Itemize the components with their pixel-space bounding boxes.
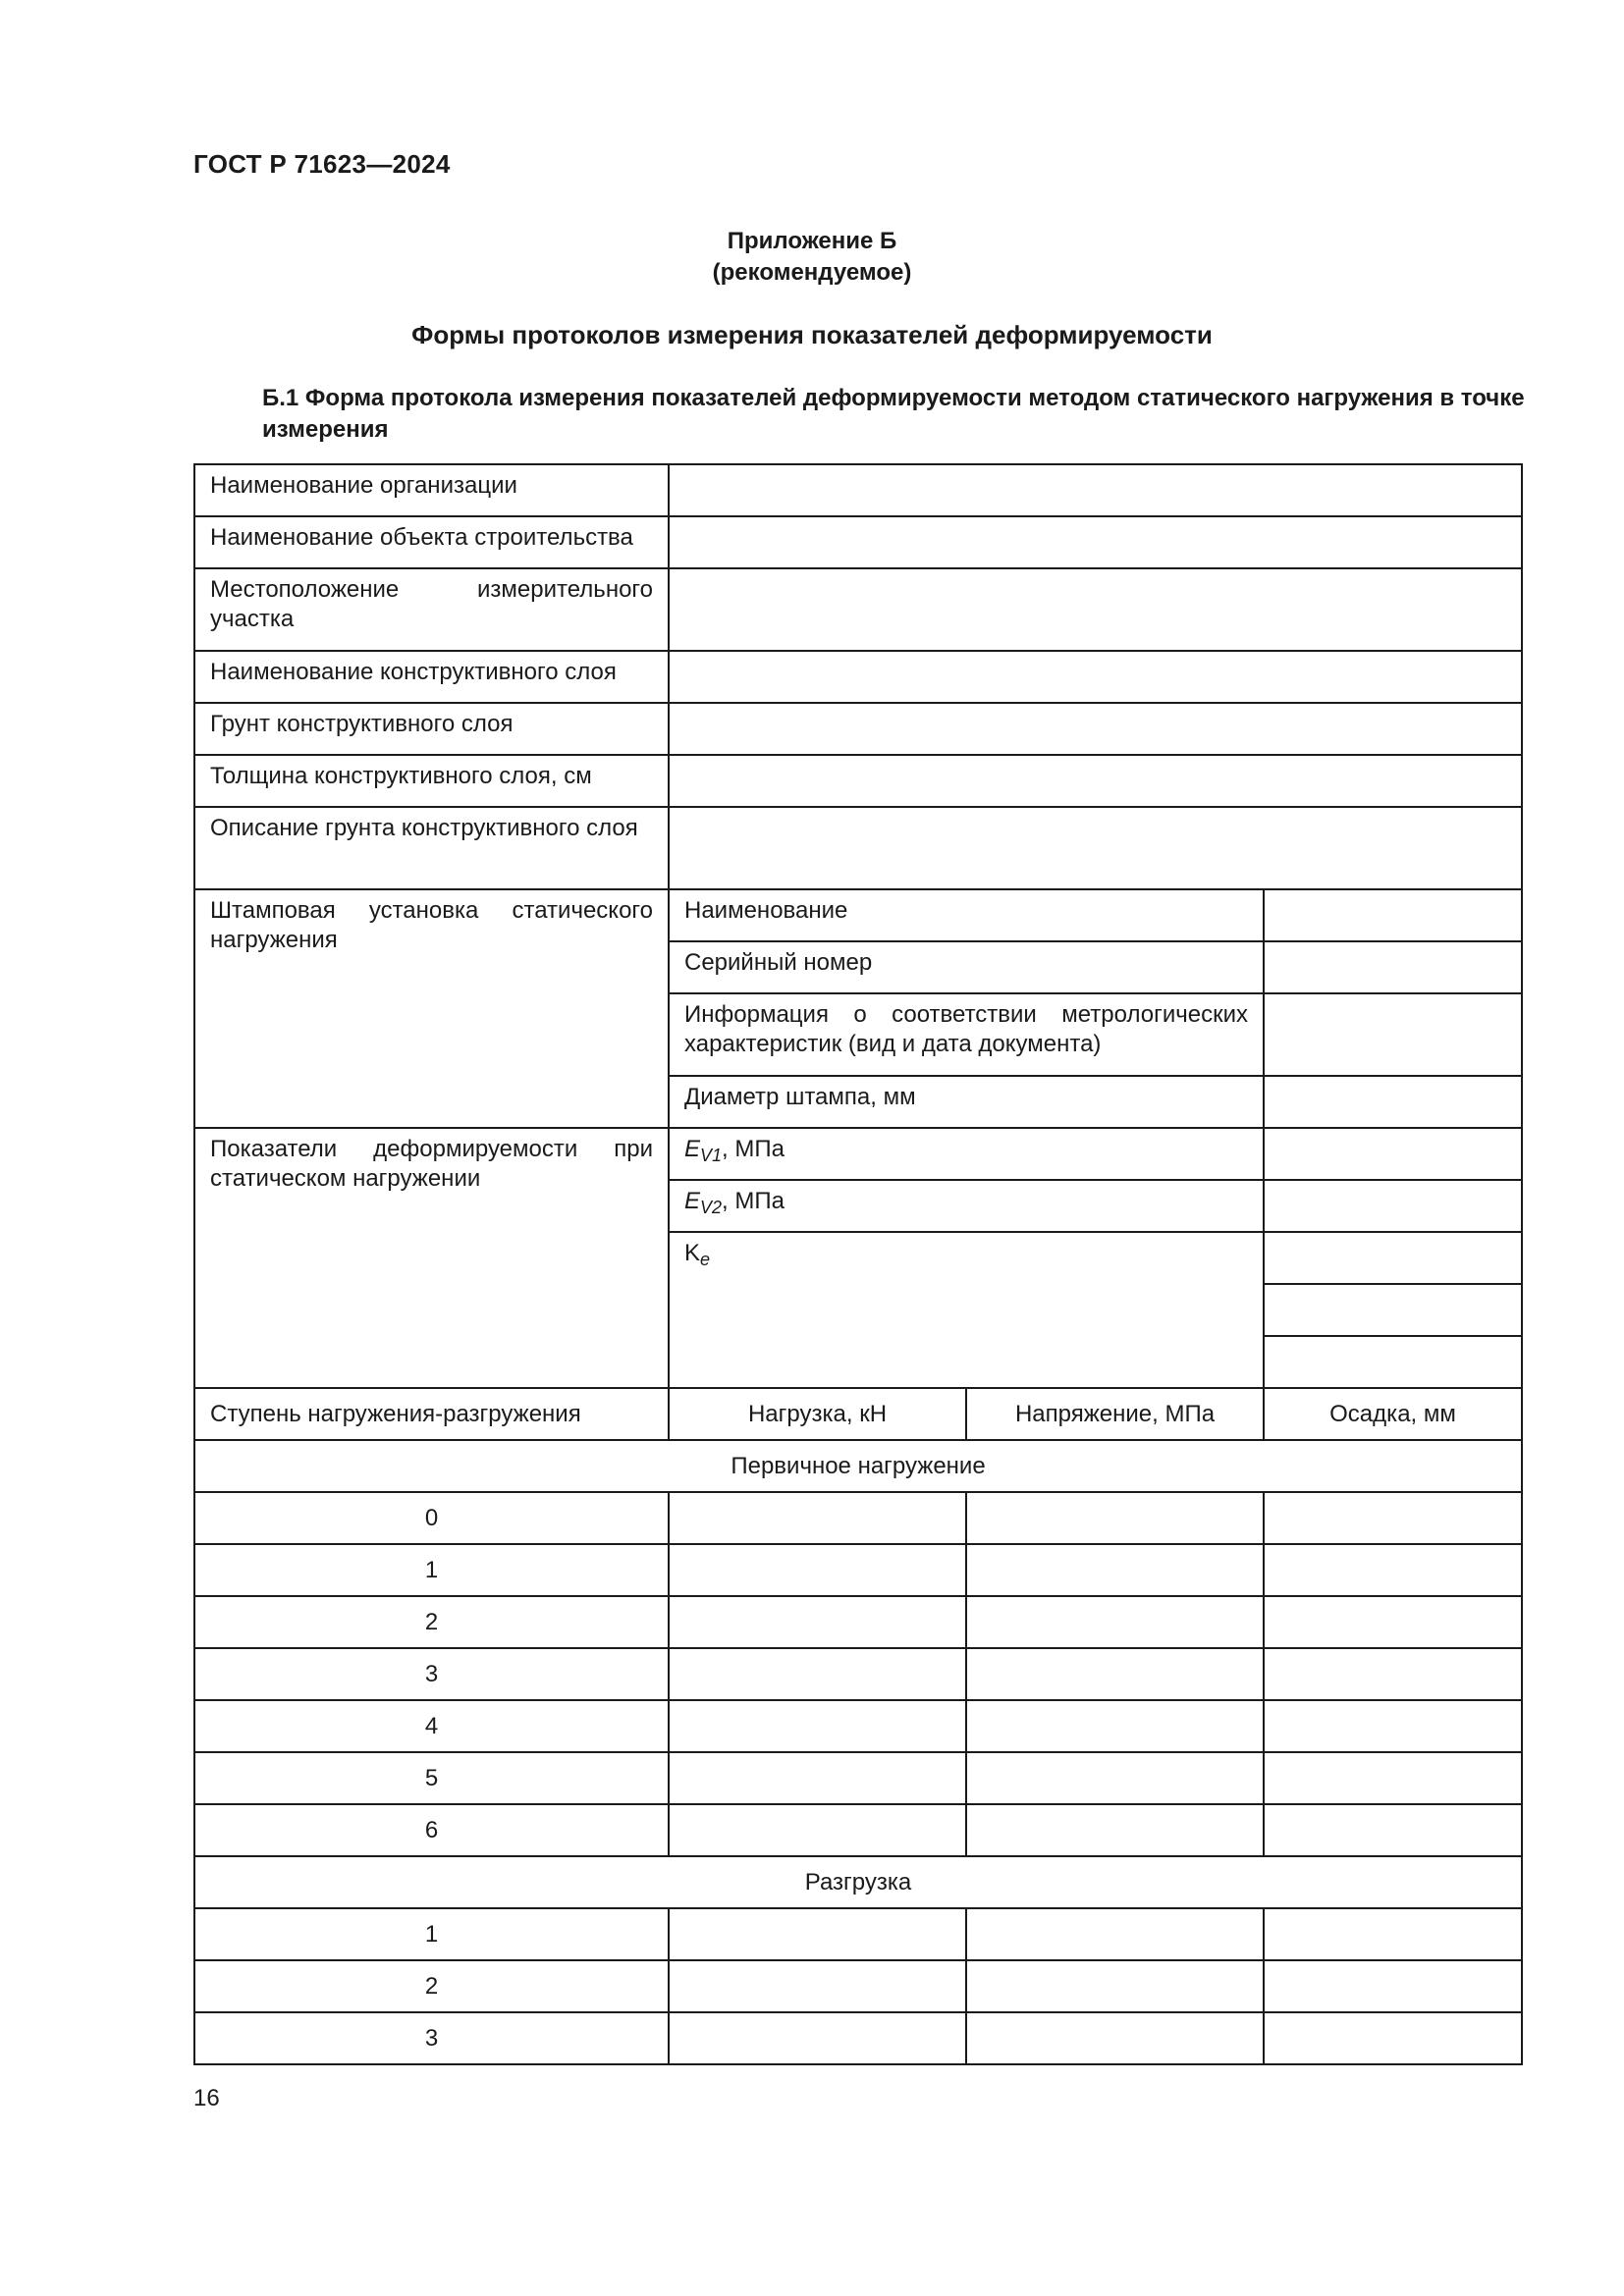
step-number: 2 bbox=[194, 1596, 669, 1648]
table-row bbox=[194, 1648, 1522, 1700]
document-code: ГОСТ Р 71623—2024 bbox=[193, 149, 451, 179]
info-label: Грунт конструктивного слоя bbox=[194, 703, 669, 755]
table-row bbox=[194, 1960, 1522, 2012]
table-row bbox=[194, 1752, 1522, 1804]
info-value-cell[interactable] bbox=[669, 807, 1522, 889]
column-header-load: Нагрузка, кН bbox=[669, 1388, 966, 1440]
settlement-cell[interactable] bbox=[1264, 2012, 1522, 2064]
info-label: Наименование конструктивного слоя bbox=[194, 651, 669, 703]
main-title: Формы протоколов измерения показателей деформируемости bbox=[411, 320, 1213, 349]
stress-cell[interactable] bbox=[966, 1544, 1264, 1596]
step-number: 6 bbox=[194, 1804, 669, 1856]
ke-value-cell[interactable] bbox=[1264, 1284, 1522, 1336]
step-number: 5 bbox=[194, 1752, 669, 1804]
info-label: Толщина конструктивного слоя, см bbox=[194, 755, 669, 807]
load-cell[interactable] bbox=[669, 1648, 966, 1700]
ev1-value-cell[interactable] bbox=[1264, 1128, 1522, 1180]
settlement-cell[interactable] bbox=[1264, 1596, 1522, 1648]
stress-cell[interactable] bbox=[966, 2012, 1264, 2064]
info-value-cell[interactable] bbox=[669, 568, 1522, 651]
info-label: Наименование организации bbox=[194, 464, 669, 516]
stamp-item-label: Наименование bbox=[669, 889, 1264, 941]
settlement-cell[interactable] bbox=[1264, 1492, 1522, 1544]
settlement-cell[interactable] bbox=[1264, 1700, 1522, 1752]
deform-label: Показатели деформируемости при статическом нагружении bbox=[194, 1128, 669, 1388]
info-value-cell[interactable] bbox=[669, 651, 1522, 703]
load-cell[interactable] bbox=[669, 1908, 966, 1960]
table-section-row bbox=[194, 1440, 1522, 1492]
stress-cell[interactable] bbox=[966, 1700, 1264, 1752]
table-row bbox=[194, 1700, 1522, 1752]
load-cell[interactable] bbox=[669, 2012, 966, 2064]
appendix-title: Приложение Б bbox=[727, 228, 897, 254]
stamp-item-label: Информация о соответствии метрологических характеристик (вид и дата документа) bbox=[669, 993, 1264, 1076]
table-row bbox=[194, 651, 1522, 703]
table-row bbox=[194, 516, 1522, 568]
stamp-item-label: Диаметр штампа, мм bbox=[669, 1076, 1264, 1128]
stress-cell[interactable] bbox=[966, 1648, 1264, 1700]
table-row bbox=[194, 703, 1522, 755]
settlement-cell[interactable] bbox=[1264, 1544, 1522, 1596]
table-row bbox=[194, 755, 1522, 807]
info-value-cell[interactable] bbox=[669, 703, 1522, 755]
load-cell[interactable] bbox=[669, 1544, 966, 1596]
info-value-cell[interactable] bbox=[669, 516, 1522, 568]
stress-cell[interactable] bbox=[966, 1492, 1264, 1544]
table-row bbox=[194, 568, 1522, 651]
stress-cell[interactable] bbox=[966, 1596, 1264, 1648]
load-cell[interactable] bbox=[669, 1700, 966, 1752]
step-number: 1 bbox=[194, 1544, 669, 1596]
table-row bbox=[194, 1908, 1522, 1960]
step-number: 1 bbox=[194, 1908, 669, 1960]
load-cell[interactable] bbox=[669, 1596, 966, 1648]
table-row bbox=[194, 2012, 1522, 2064]
info-value-cell[interactable] bbox=[669, 464, 1522, 516]
table-row bbox=[194, 1804, 1522, 1856]
page-number: 16 bbox=[193, 2085, 220, 2111]
load-cell[interactable] bbox=[669, 1804, 966, 1856]
info-label: Наименование объекта строительства bbox=[194, 516, 669, 568]
table-row bbox=[194, 1544, 1522, 1596]
stamp-value-cell[interactable] bbox=[1264, 941, 1522, 993]
load-cell[interactable] bbox=[669, 1960, 966, 2012]
column-header-step: Ступень нагружения-разгружения bbox=[194, 1388, 669, 1440]
step-number: 3 bbox=[194, 2012, 669, 2064]
ev1-label: $E_{V1}$, МПа bbox=[669, 1128, 1264, 1180]
info-label: Местоположение измерительного участка bbox=[194, 568, 669, 651]
stamp-value-cell[interactable] bbox=[1264, 889, 1522, 941]
table-row bbox=[194, 1128, 1522, 1180]
ev2-label: $E_{V2}$, МПа bbox=[669, 1180, 1264, 1232]
step-number: 0 bbox=[194, 1492, 669, 1544]
ke-value-cell[interactable] bbox=[1264, 1232, 1522, 1284]
unloading-label: Разгрузка bbox=[194, 1856, 1522, 1908]
ev2-value-cell[interactable] bbox=[1264, 1180, 1522, 1232]
stamp-value-cell[interactable] bbox=[1264, 1076, 1522, 1128]
appendix-subtitle: (рекомендуемое) bbox=[712, 259, 912, 286]
table-row bbox=[194, 807, 1522, 889]
step-number: 2 bbox=[194, 1960, 669, 2012]
column-header-stress: Напряжение, МПа bbox=[966, 1388, 1264, 1440]
stress-cell[interactable] bbox=[966, 1804, 1264, 1856]
stamp-value-cell[interactable] bbox=[1264, 993, 1522, 1076]
settlement-cell[interactable] bbox=[1264, 1648, 1522, 1700]
table-row bbox=[194, 1492, 1522, 1544]
stamp-item-label: Серийный номер bbox=[669, 941, 1264, 993]
table-section-row bbox=[194, 1856, 1522, 1908]
ke-label: $K_e$ bbox=[669, 1232, 1264, 1388]
settlement-cell[interactable] bbox=[1264, 1960, 1522, 2012]
primary-loading-label: Первичное нагружение bbox=[194, 1440, 1522, 1492]
stress-cell[interactable] bbox=[966, 1752, 1264, 1804]
load-cell[interactable] bbox=[669, 1492, 966, 1544]
table-row bbox=[194, 1596, 1522, 1648]
settlement-cell[interactable] bbox=[1264, 1752, 1522, 1804]
stamp-label: Штамповая установка статического нагружения bbox=[194, 889, 669, 1128]
table-row bbox=[194, 464, 1522, 516]
step-number: 3 bbox=[194, 1648, 669, 1700]
settlement-cell[interactable] bbox=[1264, 1804, 1522, 1856]
section-title: Б.1 Форма протокола измерения показателей деформируемости методом статического нагружения в точке измерения bbox=[262, 385, 1525, 443]
protocol-form-table bbox=[193, 463, 1523, 2065]
ke-value-cell[interactable] bbox=[1264, 1336, 1522, 1388]
settlement-cell[interactable] bbox=[1264, 1908, 1522, 1960]
stress-cell[interactable] bbox=[966, 1908, 1264, 1960]
step-number: 4 bbox=[194, 1700, 669, 1752]
stress-cell[interactable] bbox=[966, 1960, 1264, 2012]
column-header-settlement: Осадка, мм bbox=[1264, 1388, 1522, 1440]
load-cell[interactable] bbox=[669, 1752, 966, 1804]
info-value-cell[interactable] bbox=[669, 755, 1522, 807]
table-header-row bbox=[194, 1388, 1522, 1440]
table-row bbox=[194, 889, 1522, 941]
info-label: Описание грунта конструктивного слоя bbox=[194, 807, 669, 889]
